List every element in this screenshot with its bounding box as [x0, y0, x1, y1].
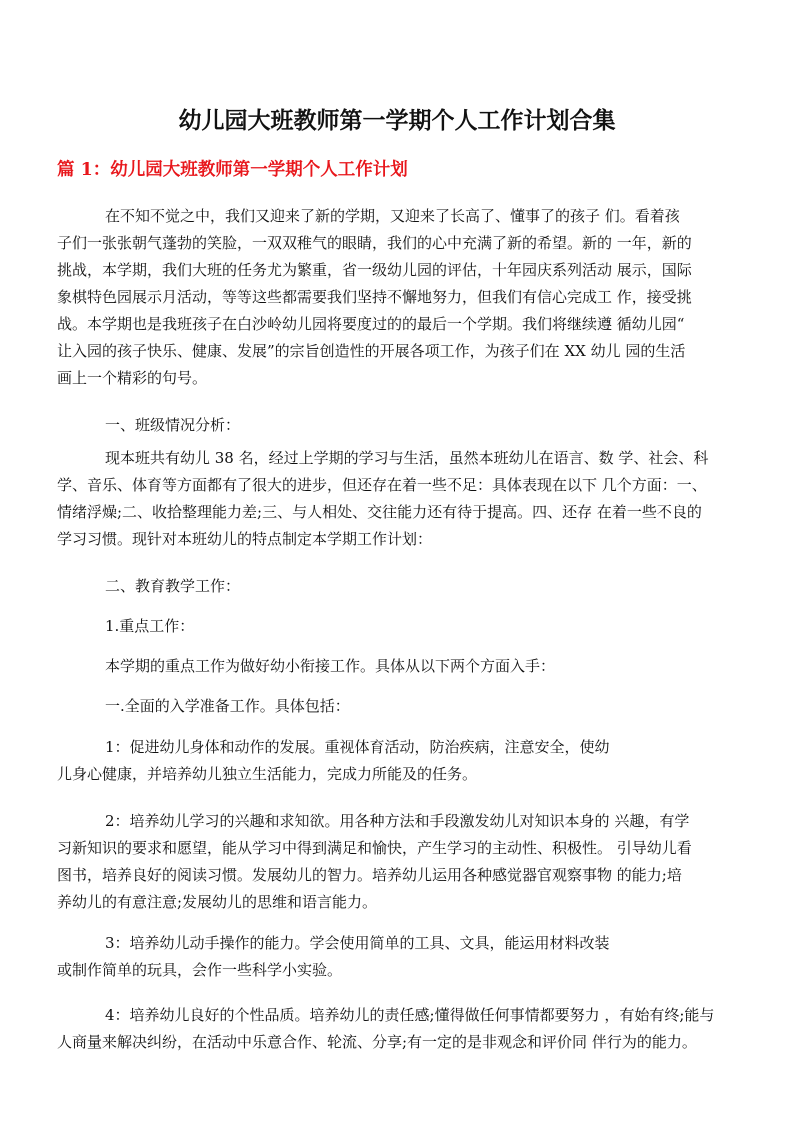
text-line: 儿身心健康，并培养幼儿独立生活能力，完成力所能及的任务。: [57, 765, 478, 783]
text-line: 现本班共有幼儿 38 名，经过上学期的学习与生活，虽然本班幼儿在语言、数 学、社会、科: [105, 449, 709, 467]
text-line: 2：培养幼儿学习的兴趣和求知欲。用各种方法和手段激发幼儿对知识本身的 兴趣，有学: [105, 812, 690, 830]
text-line: 学习习惯。现针对本班幼儿的特点制定本学期工作计划：: [57, 530, 433, 548]
text-line: 画上一个精彩的句号。: [57, 369, 208, 387]
text-line: 人商量来解决纠纷，在活动中乐意合作、轮流、分享;有一定的是非观念和评价同 伴行为的能力。: [57, 1033, 697, 1051]
text-line: 战。本学期也是我班孩子在白沙岭幼儿园将要度过的的最后一个学期。我们将继续遵 循幼儿园“: [57, 315, 685, 333]
text-line: 让入园的孩子快乐、健康、发展”的宗旨创造性的开展各项工作，为孩子们在 XX 幼儿 园的生活: [57, 342, 686, 360]
document-title: 幼儿园大班教师第一学期个人工作计划合集: [178, 107, 616, 134]
text-line: 3：培养幼儿动手操作的能力。学会使用简单的工具、文具，能运用材料改装: [105, 934, 610, 952]
subheading-teaching: 二、教育教学工作：: [105, 577, 241, 595]
section-heading: 篇 1：幼儿园大班教师第一学期个人工作计划: [57, 160, 408, 180]
text-line: 习新知识的要求和愿望，能从学习中得到满足和愉快，产生学习的主动性、积极性。 引导幼儿看: [57, 839, 692, 857]
subheading-class-analysis: 一、班级情况分析：: [105, 416, 241, 434]
text-line: 图书，培养良好的阅读习惯。发展幼儿的智力。培养幼儿运用各种感觉器官观察事物 的能力;培: [57, 866, 682, 884]
text-line: 或制作简单的玩具，会作一些科学小实验。: [57, 961, 343, 979]
text-line: 1：促进幼儿身体和动作的发展。重视体育活动，防治疾病，注意安全，使幼: [105, 738, 610, 756]
text-line: 情绪浮燥;二、收拾整理能力差;三、与人相处、交往能力还有待于提高。四、还存 在着一些不良的: [57, 503, 702, 521]
text-line: 挑战，本学期，我们大班的任务尤为繁重，省一级幼儿园的评估，十年园庆系列活动 展示，国际: [57, 261, 692, 279]
text-line: 在不知不觉之中，我们又迎来了新的学期，又迎来了长高了、懂事了的孩子 们。看着孩: [105, 207, 680, 225]
text-line: 学、音乐、体育等方面都有了很大的进步，但还存在着一些不足：具体表现在以下 几个方面：一、: [57, 476, 707, 494]
text-line: 本学期的重点工作为做好幼小衔接工作。具体从以下两个方面入手：: [105, 657, 556, 675]
text-line: 养幼儿的有意注意;发展幼儿的思维和语言能力。: [57, 893, 378, 911]
text-line: 象棋特色园展示月活动，等等这些都需要我们坚持不懈地努力，但我们有信心完成工 作，接受挑: [57, 288, 692, 306]
text-line: 子们一张张朝气蓬勃的笑脸，一双双稚气的眼睛，我们的心中充满了新的希望。新的 一年，新的: [57, 234, 692, 252]
text-line: 4：培养幼儿良好的个性品质。培养幼儿的责任感;懂得做任何事情都要努力 ，有始有终;能与: [105, 1006, 715, 1024]
text-line: 一.全面的入学准备工作。具体包括：: [105, 697, 350, 715]
subheading-key-work: 1.重点工作：: [105, 617, 195, 635]
